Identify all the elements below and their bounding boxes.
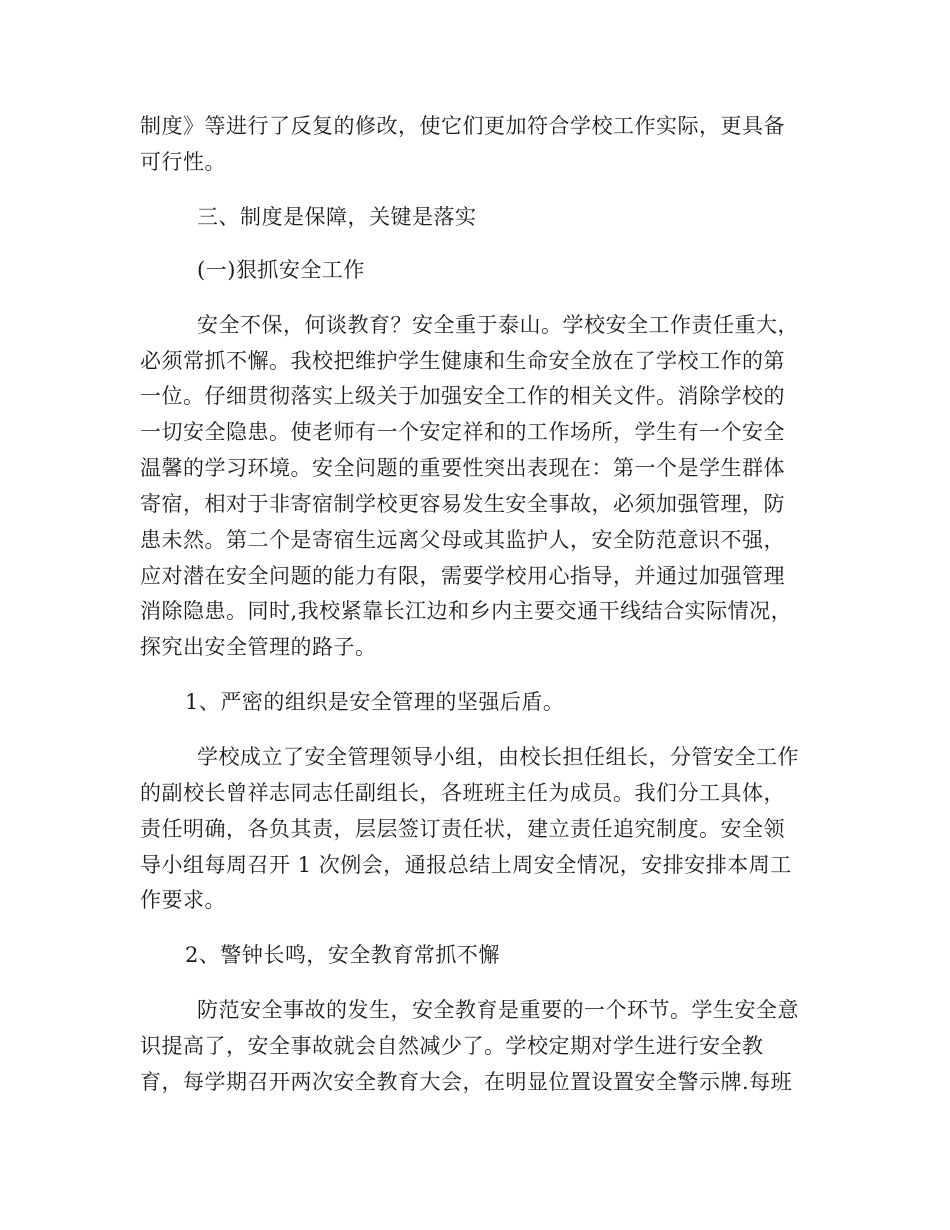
text-line: 应对潜在安全问题的能力有限，需要学校用心指导，并通过加强管理 (140, 564, 785, 588)
section-heading: 三、制度是保障，关键是落实 (197, 205, 477, 229)
text-line: 育，每学期召开两次安全教育大会，在明显位置设置安全警示牌.每班 (140, 1070, 793, 1094)
text-line: 制度》等进行了反复的修改，使它们更加符合学校工作实际，更具备 (140, 114, 785, 138)
text-line: 必须常抓不懈。我校把维护学生健康和生命安全放在了学校工作的第 (140, 349, 785, 373)
text-line: 一位。仔细贯彻落实上级关于加强安全工作的相关文件。消除学校的 (140, 384, 785, 408)
text-line: 患未然。第二个是寄宿生远离父母或其监护人，安全防范意识不强， (140, 528, 785, 552)
subsection-heading: (一)狠抓安全工作 (197, 258, 365, 282)
text-line: 责任明确，各负其责，层层签订责任状，建立责任追究制度。安全领 (140, 817, 785, 841)
text-line: 消除隐患。同时,我校紧靠长江边和乡内主要交通干线结合实际情况， (140, 599, 793, 623)
list-item-heading: 2、警钟长鸣，安全教育常抓不懈 (185, 943, 500, 967)
text-line: 作要求。 (140, 888, 226, 912)
list-item-heading: 1、严密的组织是安全管理的坚强后盾。 (185, 690, 565, 714)
text-line: 寄宿，相对于非寄宿制学校更容易发生安全事故，必须加强管理，防 (140, 492, 785, 516)
text-line: 学校成立了安全管理领导小组，由校长担任组长，分管安全工作 (197, 745, 799, 769)
text-line: 防范安全事故的发生，安全教育是重要的一个环节。学生安全意 (197, 998, 799, 1022)
text-line: 可行性。 (140, 150, 226, 174)
text-line: 的副校长曾祥志同志任副组长，各班班主任为成员。我们分工具体， (140, 781, 785, 805)
text-line: 探究出安全管理的路子。 (140, 635, 377, 659)
text-line: 识提高了，安全事故就会自然减少了。学校定期对学生进行安全教 (140, 1034, 764, 1058)
text-line: 一切安全隐患。使老师有一个安定祥和的工作场所，学生有一个安全 (140, 420, 785, 444)
text-line: 安全不保，何谈教育？安全重于泰山。学校安全工作责任重大， (197, 313, 799, 337)
text-line: 温馨的学习环境。安全问题的重要性突出表现在：第一个是学生群体 (140, 456, 785, 480)
text-line: 导小组每周召开 1 次例会，通报总结上周安全情况，安排安排本周工 (140, 853, 792, 877)
